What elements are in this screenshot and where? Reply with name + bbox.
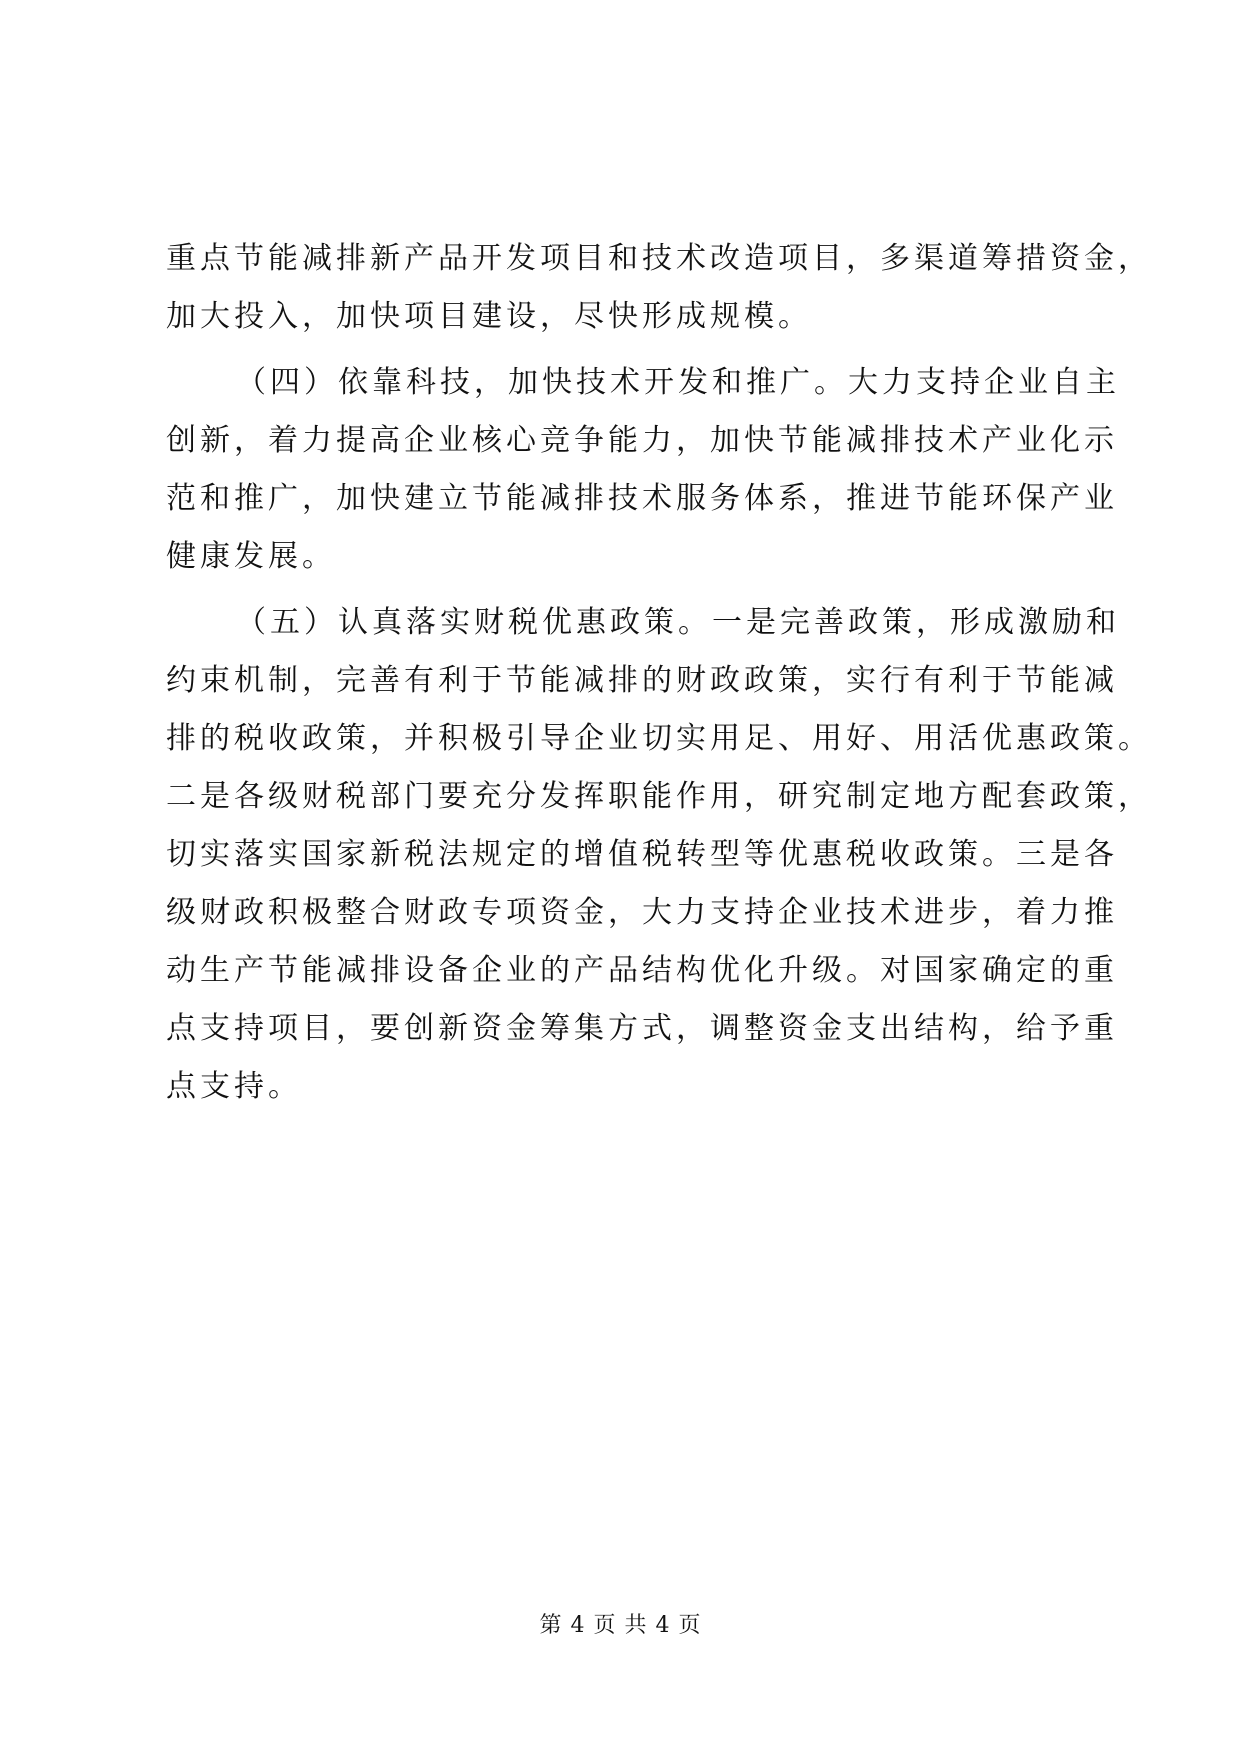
paragraph-line: 创新，着力提高企业核心竞争能力，加快节能减排技术产业化示: [166, 423, 1118, 458]
document-body: [166, 230, 1152, 1116]
page-number-footer: 第 4 页 共 4 页: [539, 1613, 702, 1638]
paragraph-line: 约束机制，完善有利于节能减排的财政政策，实行有利于节能减: [166, 663, 1118, 698]
paragraph-line: 切实落实国家新税法规定的增值税转型等优惠税收政策。三是各: [166, 837, 1118, 872]
paragraph-line: 动生产节能减排设备企业的产品结构优化升级。对国家确定的重: [166, 953, 1118, 988]
paragraph-3: [166, 594, 1152, 1116]
paragraph-1: [166, 230, 1152, 346]
paragraph-line: 健康发展。: [166, 539, 336, 574]
paragraph-line: 级财政积极整合财政专项资金，大力支持企业技术进步，着力推: [166, 895, 1118, 930]
paragraph-2: [166, 354, 1120, 586]
paragraph-line: 重点节能减排新产品开发项目和技术改造项目，多渠道筹措资金，: [166, 241, 1152, 276]
paragraph-line: （五）认真落实财税优惠政策。一是完善政策，形成激励和: [236, 605, 1120, 640]
paragraph-line: 排的税收政策，并积极引导企业切实用足、用好、用活优惠政策。: [166, 721, 1152, 756]
paragraph-line: 加大投入，加快项目建设，尽快形成规模。: [166, 299, 812, 334]
paragraph-line: 二是各级财税部门要充分发挥职能作用，研究制定地方配套政策，: [166, 779, 1152, 814]
paragraph-line: 点支持。: [166, 1069, 302, 1104]
paragraph-gap: [166, 346, 1106, 354]
paragraph-line: （四）依靠科技，加快技术开发和推广。大力支持企业自主: [236, 365, 1120, 400]
paragraph-line: 范和推广，加快建立节能减排技术服务体系，推进节能环保产业: [166, 481, 1118, 516]
paragraph-gap: [166, 586, 1106, 594]
paragraph-line: 点支持项目，要创新资金筹集方式，调整资金支出结构，给予重: [166, 1011, 1118, 1046]
